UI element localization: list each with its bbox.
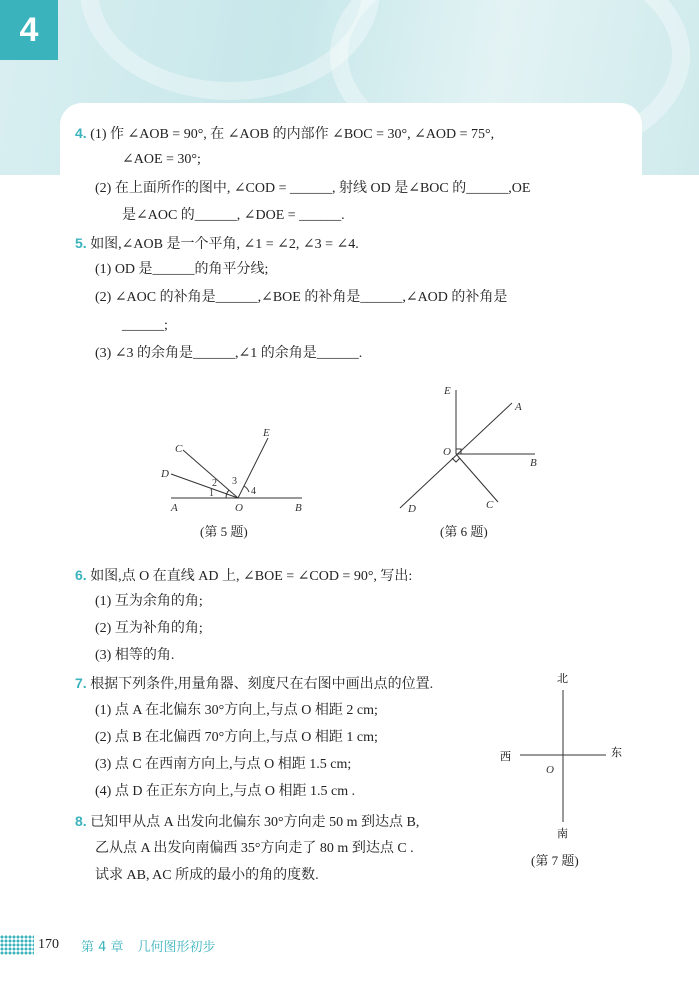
- fig5-label-e: E: [263, 427, 270, 439]
- q7-line5: (4) 点 D 在正东方向上,与点 O 相距 1.5 cm .: [95, 784, 356, 799]
- q6-line4: (3) 相等的角.: [95, 648, 175, 663]
- q5-line5: (3) ∠3 的余角是______,∠1 的余角是______.: [95, 346, 363, 361]
- question-number: 4.: [75, 125, 87, 141]
- fig5-label-a: A: [171, 502, 178, 514]
- fig5-angle-1: 1: [209, 488, 214, 499]
- q4-text: (1) 作 ∠AOB = 90°, 在 ∠AOB 的内部作 ∠BOC = 30°, ∠AOD = 75°,: [90, 127, 495, 142]
- question-number: 6.: [75, 567, 87, 583]
- q4-line4: 是∠AOC 的______, ∠DOE = ______.: [122, 208, 345, 223]
- q7-line4: (3) 点 C 在西南方向上,与点 O 相距 1.5 cm;: [95, 757, 352, 772]
- q8-line2: 乙从点 A 出发向南偏西 35°方向走了 80 m 到达点 C .: [95, 841, 414, 856]
- q5-text: 如图,∠AOB 是一个平角, ∠1 = ∠2, ∠3 = ∠4.: [90, 237, 359, 252]
- chapter-label: 第 4 章: [81, 939, 124, 955]
- fig5-angle-2: 2: [212, 478, 217, 489]
- figure-5: [171, 438, 302, 498]
- q4-line2: ∠AOE = 30°;: [122, 152, 201, 167]
- fig6-label-o: O: [443, 446, 451, 458]
- q8-text: 已知甲从点 A 出发向北偏东 30°方向走 50 m 到达点 B,: [90, 815, 420, 830]
- fig6-label-a: A: [515, 401, 522, 413]
- page-footer: [0, 935, 216, 955]
- q7-line3: (2) 点 B 在北偏西 70°方向上,与点 O 相距 1 cm;: [95, 730, 378, 745]
- compass-west: 西: [500, 751, 511, 763]
- ray-oc: [456, 454, 498, 502]
- question-number: 8.: [75, 813, 87, 829]
- q5-line2: (1) OD 是______的角平分线;: [95, 262, 269, 277]
- q7-line1: [75, 674, 433, 694]
- fig5-angle-3: 3: [232, 476, 237, 487]
- fig5-label-d: D: [161, 468, 169, 480]
- q5-line4: ______;: [122, 318, 168, 333]
- q4-line3: (2) 在上面所作的图中, ∠COD = ______, 射线 OD 是∠BOC 的______,OE: [95, 181, 531, 196]
- q7-line2: (1) 点 A 在北偏东 30°方向上,与点 O 相距 2 cm;: [95, 703, 378, 718]
- compass-south: 南: [557, 828, 568, 840]
- question-number: 7.: [75, 675, 87, 691]
- fig6-label-d: D: [408, 503, 416, 515]
- fig6-label-e: E: [444, 385, 451, 397]
- right-angle-mark: [452, 458, 460, 462]
- question-number: 5.: [75, 235, 87, 251]
- page-number: 170: [38, 937, 59, 952]
- fig5-label-c: C: [175, 443, 183, 455]
- angle-arc: [244, 486, 249, 492]
- fig5-angle-4: 4: [251, 486, 256, 497]
- fig6-label-c: C: [486, 499, 494, 511]
- q8-line3: 试求 AB, AC 所成的最小的角的度数.: [95, 868, 319, 883]
- fig5-caption: (第 5 题): [200, 524, 248, 539]
- chapter-title: 几何图形初步: [137, 939, 216, 955]
- fig6-caption: (第 6 题): [440, 524, 488, 539]
- figure-7-compass: [520, 690, 606, 822]
- q6-line2: (1) 互为余角的角;: [95, 594, 203, 609]
- q8-line1: [75, 812, 419, 832]
- fig7-caption: (第 7 题): [531, 853, 579, 868]
- q6-line1: [75, 566, 412, 586]
- fig5-label-b: B: [295, 502, 302, 514]
- q6-line3: (2) 互为补角的角;: [95, 621, 203, 636]
- q7-text: 根据下列条件,用量角器、刻度尺在右图中画出点的位置.: [90, 677, 434, 692]
- ray-od: [171, 474, 238, 498]
- chapter-badge: 4: [0, 0, 58, 60]
- fig6-label-b: B: [530, 457, 537, 469]
- compass-north: 北: [557, 673, 568, 685]
- compass-origin: O: [546, 764, 554, 776]
- fig5-label-o: O: [235, 502, 243, 514]
- compass-east: 东: [611, 747, 622, 759]
- q5-line3: (2) ∠AOC 的补角是______,∠BOE 的补角是______,∠AOD 的补角是: [95, 290, 508, 305]
- q6-text: 如图,点 O 在直线 AD 上, ∠BOE = ∠COD = 90°, 写出:: [90, 569, 413, 584]
- dots-decoration-icon: [0, 935, 34, 955]
